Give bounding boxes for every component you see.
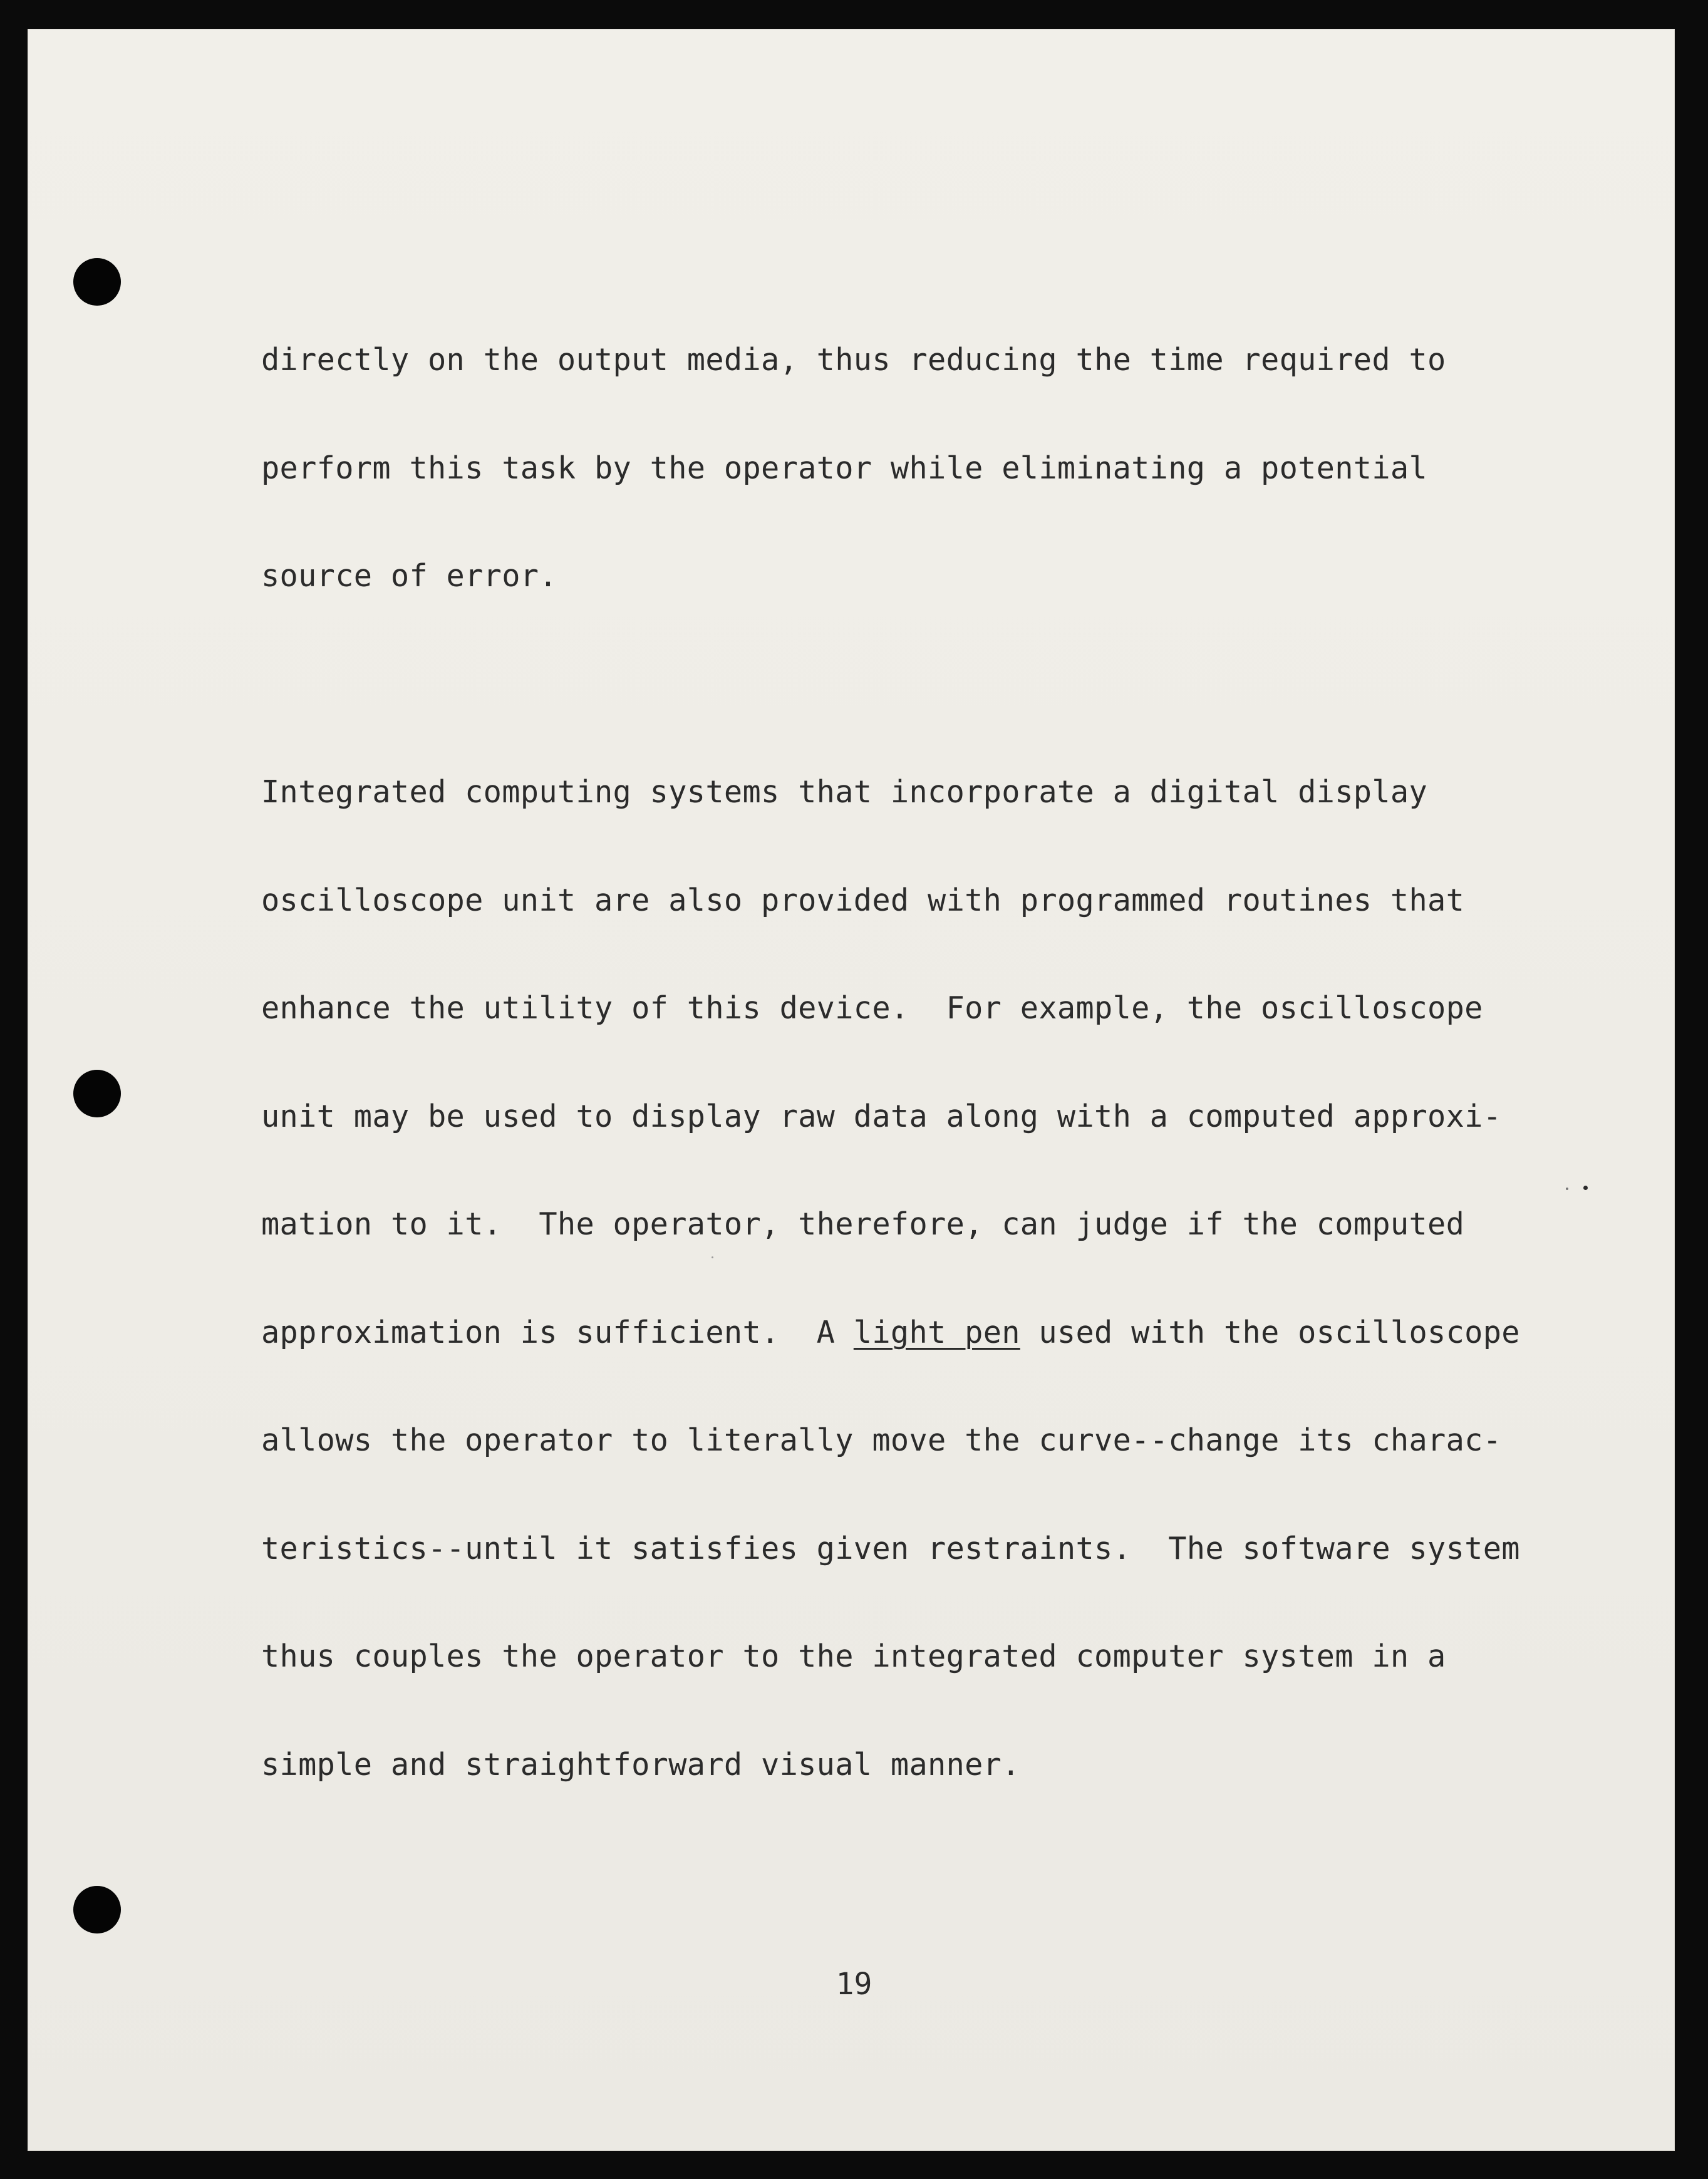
punch-hole-top	[73, 258, 121, 306]
text-line: oscilloscope unit are also provided with programmed routines that	[261, 882, 1465, 918]
punch-hole-middle	[73, 1070, 121, 1117]
paragraph-2	[261, 703, 1545, 1855]
text-line: Integrated computing systems that incorporate a digital display	[261, 775, 1428, 810]
text-segment: used with the oscilloscope	[1020, 1315, 1520, 1350]
paper-speck	[1583, 1186, 1588, 1190]
punch-hole-bottom	[73, 1886, 121, 1933]
text-line: thus couples the operator to the integrated computer system in a	[261, 1639, 1446, 1674]
document-body	[261, 271, 1545, 1855]
text-line: simple and straightforward visual manner.	[261, 1747, 1020, 1783]
text-line: enhance the utility of this device. For example, the oscilloscope	[261, 991, 1483, 1026]
text-line: perform this task by the operator while eliminating a potential	[261, 450, 1428, 486]
text-line: allows the operator to literally move the curve--change its charac-	[261, 1423, 1502, 1458]
text-line-with-underline	[261, 1315, 1545, 1352]
text-segment: approximation is sufficient. A	[261, 1315, 854, 1350]
text-line: unit may be used to display raw data along with a computed approxi-	[261, 1099, 1502, 1134]
underlined-term: light pen	[853, 1315, 1020, 1350]
text-line: directly on the output media, thus reducing the time required to	[261, 343, 1446, 378]
text-line: teristics--until it satisfies given restraints. The software system	[261, 1531, 1520, 1566]
text-line: mation to it. The operator, therefore, can judge if the computed	[261, 1207, 1465, 1242]
paper-speck	[1566, 1188, 1568, 1190]
page-number: 19	[836, 1967, 872, 2002]
paragraph-1	[261, 271, 1545, 667]
text-line: source of error.	[261, 559, 557, 594]
